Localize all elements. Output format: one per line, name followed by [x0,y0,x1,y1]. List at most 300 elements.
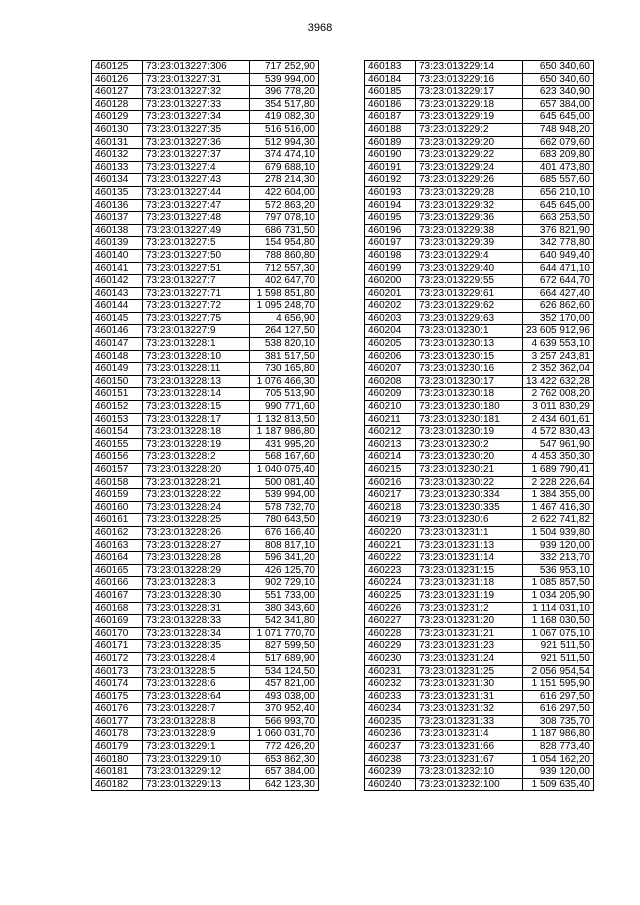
row-number-cell: 460137 [92,212,143,225]
cadastral-number-cell: 73:23:013228:24 [143,501,250,514]
value-cell: 712 557,30 [250,262,319,275]
table-row [365,300,594,313]
table-row [92,627,319,640]
value-cell: 1 509 635,40 [523,778,594,791]
table-row [92,426,319,439]
value-cell: 1 114 031,10 [523,602,594,615]
value-cell: 921 511,50 [523,652,594,665]
value-cell: 551 733,00 [250,589,319,602]
table-row [92,526,319,539]
cadastral-number-cell: 73:23:013229:13 [143,778,250,791]
cadastral-number-cell: 73:23:013229:16 [416,73,523,86]
row-number-cell: 460136 [92,199,143,212]
cadastral-number-cell: 73:23:013228:9 [143,728,250,741]
value-cell: 1 467 416,30 [523,501,594,514]
row-number-cell: 460126 [92,73,143,86]
value-cell: 2 622 741,82 [523,514,594,527]
value-cell: 650 340,60 [523,73,594,86]
table-row [365,287,594,300]
row-number-cell: 460147 [92,338,143,351]
value-cell: 1 151 595,90 [523,678,594,691]
row-number-cell: 460145 [92,312,143,325]
table-row [92,703,319,716]
table-row [92,249,319,262]
cadastral-number-cell: 73:23:013229:62 [416,300,523,313]
row-number-cell: 460177 [92,715,143,728]
table-row [92,753,319,766]
value-cell: 3 011 830,29 [523,401,594,414]
table-row [365,325,594,338]
value-cell: 568 167,60 [250,451,319,464]
table-row [92,464,319,477]
table-row [365,199,594,212]
value-cell: 626 862,60 [523,300,594,313]
value-cell: 645 645,00 [523,111,594,124]
row-number-cell: 460160 [92,501,143,514]
table-row [365,589,594,602]
cadastral-number-cell: 73:23:013231:32 [416,703,523,716]
cadastral-number-cell: 73:23:013230:2 [416,438,523,451]
cadastral-number-cell: 73:23:013230:181 [416,413,523,426]
value-cell: 657 384,00 [250,766,319,779]
cadastral-number-cell: 73:23:013229:63 [416,312,523,325]
table-row [92,401,319,414]
row-number-cell: 460163 [92,539,143,552]
value-cell: 2 228 226,64 [523,476,594,489]
table-row [92,363,319,376]
value-cell: 1 187 986,80 [250,426,319,439]
value-cell: 640 949,40 [523,249,594,262]
table-row [92,325,319,338]
cadastral-number-cell: 73:23:013231:15 [416,564,523,577]
table-row [365,136,594,149]
value-cell: 376 821,90 [523,224,594,237]
table-row [92,451,319,464]
value-cell: 374 474,10 [250,149,319,162]
table-row [365,678,594,691]
value-cell: 539 994,00 [250,489,319,502]
table-row [92,86,319,99]
value-cell: 2 434 601,61 [523,413,594,426]
value-cell: 1 060 031,70 [250,728,319,741]
value-cell: 686 731,50 [250,224,319,237]
table-row [365,715,594,728]
table-row [365,753,594,766]
value-cell: 642 123,30 [250,778,319,791]
row-number-cell: 460208 [365,375,416,388]
row-number-cell: 460172 [92,652,143,665]
value-cell: 13 422 632,28 [523,375,594,388]
cadastral-number-cell: 73:23:013228:31 [143,602,250,615]
table-row [365,224,594,237]
cadastral-number-cell: 73:23:013229:17 [416,86,523,99]
row-number-cell: 460212 [365,426,416,439]
table-row [365,690,594,703]
table-row [92,136,319,149]
row-number-cell: 460235 [365,715,416,728]
value-cell: 380 343,60 [250,602,319,615]
row-number-cell: 460216 [365,476,416,489]
cadastral-number-cell: 73:23:013231:23 [416,640,523,653]
table-row [92,287,319,300]
value-cell: 772 426,20 [250,741,319,754]
cadastral-number-cell: 73:23:013228:14 [143,388,250,401]
cadastral-number-cell: 73:23:013232:100 [416,778,523,791]
cadastral-number-cell: 73:23:013228:22 [143,489,250,502]
registry-table-right [364,60,594,791]
row-number-cell: 460157 [92,464,143,477]
table-row [365,212,594,225]
value-cell: 730 165,80 [250,363,319,376]
cadastral-number-cell: 73:23:013228:20 [143,464,250,477]
table-row [365,262,594,275]
table-row [92,577,319,590]
row-number-cell: 460161 [92,514,143,527]
cadastral-number-cell: 73:23:013228:6 [143,678,250,691]
cadastral-number-cell: 73:23:013230:19 [416,426,523,439]
row-number-cell: 460206 [365,350,416,363]
table-row [92,186,319,199]
row-number-cell: 460153 [92,413,143,426]
cadastral-number-cell: 73:23:013231:18 [416,577,523,590]
value-cell: 596 341,20 [250,552,319,565]
table-row [92,690,319,703]
cadastral-number-cell: 73:23:013227:32 [143,86,250,99]
cadastral-number-cell: 73:23:013231:20 [416,615,523,628]
cadastral-number-cell: 73:23:013228:26 [143,526,250,539]
cadastral-number-cell: 73:23:013229:18 [416,98,523,111]
cadastral-number-cell: 73:23:013227:72 [143,300,250,313]
value-cell: 2 056 954,54 [523,665,594,678]
value-cell: 572 863,20 [250,199,319,212]
table-row [365,703,594,716]
value-cell: 566 993,70 [250,715,319,728]
value-cell: 1 095 248,70 [250,300,319,313]
row-number-cell: 460140 [92,249,143,262]
table-row [92,237,319,250]
table-row [365,652,594,665]
table-row [365,552,594,565]
value-cell: 657 384,00 [523,98,594,111]
cadastral-number-cell: 73:23:013228:19 [143,438,250,451]
value-cell: 1 168 030,50 [523,615,594,628]
table-row [92,552,319,565]
value-cell: 457 821,00 [250,678,319,691]
value-cell: 354 517,80 [250,98,319,111]
table-row [92,388,319,401]
row-number-cell: 460227 [365,615,416,628]
row-number-cell: 460203 [365,312,416,325]
value-cell: 3 257 243,81 [523,350,594,363]
cadastral-number-cell: 73:23:013228:1 [143,338,250,351]
cadastral-number-cell: 73:23:013227:44 [143,186,250,199]
cadastral-number-cell: 73:23:013227:35 [143,123,250,136]
table-row [365,413,594,426]
value-cell: 685 557,60 [523,174,594,187]
value-cell: 921 511,50 [523,640,594,653]
row-number-cell: 460188 [365,123,416,136]
value-cell: 154 954,80 [250,237,319,250]
table-row [92,174,319,187]
cadastral-number-cell: 73:23:013228:13 [143,375,250,388]
value-cell: 536 953,10 [523,564,594,577]
registry-table-body [365,61,594,791]
row-number-cell: 460198 [365,249,416,262]
row-number-cell: 460180 [92,753,143,766]
row-number-cell: 460186 [365,98,416,111]
row-number-cell: 460184 [365,73,416,86]
cadastral-number-cell: 73:23:013228:3 [143,577,250,590]
row-number-cell: 460125 [92,61,143,74]
cadastral-number-cell: 73:23:013229:40 [416,262,523,275]
table-row [92,652,319,665]
row-number-cell: 460232 [365,678,416,691]
table-row [365,73,594,86]
row-number-cell: 460230 [365,652,416,665]
cadastral-number-cell: 73:23:013230:6 [416,514,523,527]
table-row [365,564,594,577]
row-number-cell: 460190 [365,149,416,162]
row-number-cell: 460195 [365,212,416,225]
cadastral-number-cell: 73:23:013228:29 [143,564,250,577]
row-number-cell: 460196 [365,224,416,237]
table-row [92,375,319,388]
value-cell: 653 862,30 [250,753,319,766]
row-number-cell: 460194 [365,199,416,212]
row-number-cell: 460185 [365,86,416,99]
cadastral-number-cell: 73:23:013227:33 [143,98,250,111]
table-row [365,275,594,288]
table-row [365,149,594,162]
cadastral-number-cell: 73:23:013230:13 [416,338,523,351]
cadastral-number-cell: 73:23:013227:75 [143,312,250,325]
value-cell: 493 038,00 [250,690,319,703]
cadastral-number-cell: 73:23:013230:16 [416,363,523,376]
value-cell: 542 341,80 [250,615,319,628]
cadastral-number-cell: 73:23:013228:27 [143,539,250,552]
value-cell: 623 340,90 [523,86,594,99]
cadastral-number-cell: 73:23:013230:180 [416,401,523,414]
value-cell: 616 297,50 [523,690,594,703]
row-number-cell: 460171 [92,640,143,653]
cadastral-number-cell: 73:23:013229:55 [416,275,523,288]
cadastral-number-cell: 73:23:013231:24 [416,652,523,665]
row-number-cell: 460158 [92,476,143,489]
cadastral-number-cell: 73:23:013228:64 [143,690,250,703]
cadastral-number-cell: 73:23:013229:14 [416,61,523,74]
table-row [92,161,319,174]
cadastral-number-cell: 73:23:013231:4 [416,728,523,741]
page-number: 3968 [307,22,333,34]
cadastral-number-cell: 73:23:013231:21 [416,627,523,640]
table-row [92,312,319,325]
value-cell: 2 352 362,04 [523,363,594,376]
cadastral-number-cell: 73:23:013229:32 [416,199,523,212]
table-row [365,98,594,111]
cadastral-number-cell: 73:23:013231:30 [416,678,523,691]
cadastral-number-cell: 73:23:013229:12 [143,766,250,779]
row-number-cell: 460154 [92,426,143,439]
table-row [365,237,594,250]
table-row [365,627,594,640]
table-row [365,741,594,754]
cadastral-number-cell: 73:23:013231:66 [416,741,523,754]
value-cell: 332 213,70 [523,552,594,565]
row-number-cell: 460176 [92,703,143,716]
row-number-cell: 460228 [365,627,416,640]
row-number-cell: 460229 [365,640,416,653]
table-row [365,161,594,174]
row-number-cell: 460187 [365,111,416,124]
cadastral-number-cell: 73:23:013228:33 [143,615,250,628]
cadastral-number-cell: 73:23:013228:4 [143,652,250,665]
cadastral-number-cell: 73:23:013228:34 [143,627,250,640]
row-number-cell: 460205 [365,338,416,351]
row-number-cell: 460166 [92,577,143,590]
row-number-cell: 460210 [365,401,416,414]
value-cell: 1 598 851,80 [250,287,319,300]
table-row [92,728,319,741]
cadastral-number-cell: 73:23:013231:2 [416,602,523,615]
cadastral-number-cell: 73:23:013227:4 [143,161,250,174]
value-cell: 1 040 075,40 [250,464,319,477]
table-row [92,715,319,728]
value-cell: 512 994,30 [250,136,319,149]
table-row [365,615,594,628]
row-number-cell: 460183 [365,61,416,74]
table-row [365,728,594,741]
row-number-cell: 460182 [92,778,143,791]
table-row [92,778,319,791]
table-row [365,249,594,262]
table-row [365,766,594,779]
row-number-cell: 460134 [92,174,143,187]
cadastral-number-cell: 73:23:013230:15 [416,350,523,363]
table-row [92,149,319,162]
value-cell: 828 773,40 [523,741,594,754]
table-row [92,123,319,136]
value-cell: 672 644,70 [523,275,594,288]
cadastral-number-cell: 73:23:013228:11 [143,363,250,376]
value-cell: 401 473,80 [523,161,594,174]
table-row [365,111,594,124]
row-number-cell: 460135 [92,186,143,199]
row-number-cell: 460219 [365,514,416,527]
row-number-cell: 460146 [92,325,143,338]
row-number-cell: 460226 [365,602,416,615]
cadastral-number-cell: 73:23:013228:17 [143,413,250,426]
row-number-cell: 460200 [365,275,416,288]
cadastral-number-cell: 73:23:013232:10 [416,766,523,779]
row-number-cell: 460130 [92,123,143,136]
table-row [365,501,594,514]
row-number-cell: 460155 [92,438,143,451]
table-row [92,73,319,86]
value-cell: 1 034 205,90 [523,589,594,602]
table-row [92,615,319,628]
cadastral-number-cell: 73:23:013228:15 [143,401,250,414]
row-number-cell: 460218 [365,501,416,514]
table-row [365,577,594,590]
row-number-cell: 460127 [92,86,143,99]
row-number-cell: 460221 [365,539,416,552]
registry-table-left [91,60,319,791]
row-number-cell: 460148 [92,350,143,363]
value-cell: 808 817,10 [250,539,319,552]
value-cell: 534 124,50 [250,665,319,678]
table-row [92,111,319,124]
value-cell: 278 214,30 [250,174,319,187]
row-number-cell: 460223 [365,564,416,577]
value-cell: 4 639 553,10 [523,338,594,351]
row-number-cell: 460211 [365,413,416,426]
value-cell: 1 384 355,00 [523,489,594,502]
value-cell: 547 961,90 [523,438,594,451]
row-number-cell: 460233 [365,690,416,703]
value-cell: 683 209,80 [523,149,594,162]
row-number-cell: 460199 [365,262,416,275]
row-number-cell: 460165 [92,564,143,577]
table-row [365,489,594,502]
cadastral-number-cell: 73:23:013227:34 [143,111,250,124]
value-cell: 1 076 466,30 [250,375,319,388]
cadastral-number-cell: 73:23:013229:2 [416,123,523,136]
table-row [365,426,594,439]
table-row [365,61,594,74]
table-row [365,476,594,489]
cadastral-number-cell: 73:23:013229:38 [416,224,523,237]
row-number-cell: 460178 [92,728,143,741]
value-cell: 797 078,10 [250,212,319,225]
table-row [92,438,319,451]
row-number-cell: 460169 [92,615,143,628]
row-number-cell: 460181 [92,766,143,779]
cadastral-number-cell: 73:23:013231:25 [416,665,523,678]
row-number-cell: 460207 [365,363,416,376]
row-number-cell: 460141 [92,262,143,275]
table-row [365,312,594,325]
cadastral-number-cell: 73:23:013230:17 [416,375,523,388]
table-row [365,186,594,199]
row-number-cell: 460238 [365,753,416,766]
value-cell: 902 729,10 [250,577,319,590]
table-row [365,123,594,136]
table-row [92,199,319,212]
value-cell: 645 645,00 [523,199,594,212]
table-row [365,401,594,414]
cadastral-number-cell: 73:23:013231:1 [416,526,523,539]
table-row [92,262,319,275]
value-cell: 4 656,90 [250,312,319,325]
row-number-cell: 460133 [92,161,143,174]
table-row [92,678,319,691]
value-cell: 939 120,00 [523,539,594,552]
table-row [92,224,319,237]
value-cell: 2 762 008,20 [523,388,594,401]
cadastral-number-cell: 73:23:013227:5 [143,237,250,250]
row-number-cell: 460149 [92,363,143,376]
cadastral-number-cell: 73:23:013230:335 [416,501,523,514]
cadastral-number-cell: 73:23:013230:18 [416,388,523,401]
row-number-cell: 460131 [92,136,143,149]
cadastral-number-cell: 73:23:013229:10 [143,753,250,766]
table-row [92,61,319,74]
row-number-cell: 460128 [92,98,143,111]
row-number-cell: 460201 [365,287,416,300]
row-number-cell: 460222 [365,552,416,565]
value-cell: 4 572 830,43 [523,426,594,439]
value-cell: 676 166,40 [250,526,319,539]
